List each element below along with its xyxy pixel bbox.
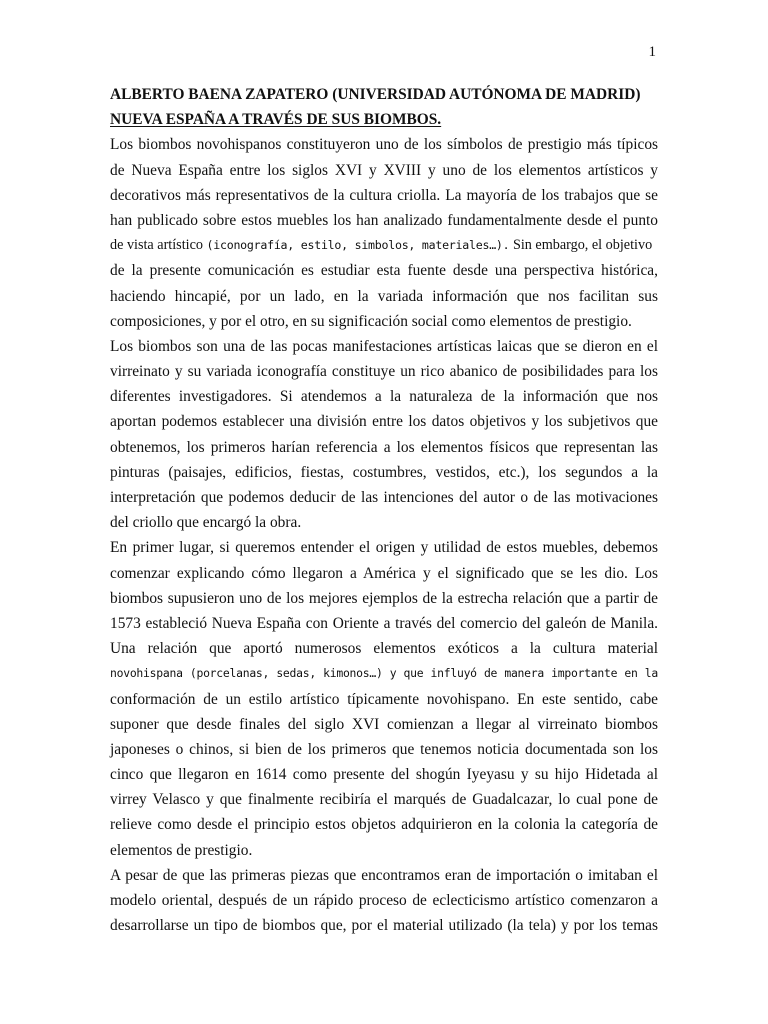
text-line: Una relación que aportó numerosos elementos exóticos a la cultura material xyxy=(110,640,658,658)
text-line: desarrollarse un tipo de biombos que, por el material utilizado (la tela) y por los temas xyxy=(110,917,658,935)
text-line: suponer que desde finales del siglo XVI comienzan a llegar al virreinato biombos xyxy=(110,715,658,733)
text-line: obtenemos, los primeros harían referencia a los elementos físicos que representan las xyxy=(110,438,658,456)
text-line: japoneses o chinos, si bien de los primeros que tenemos noticia documentada son los xyxy=(110,740,658,758)
text-line xyxy=(110,233,658,258)
text-segment: Sin embargo, el objetivo xyxy=(509,237,653,254)
text-line: A pesar de que las primeras piezas que encontramos eran de importación o imitaban el xyxy=(110,866,658,884)
text-line: comenzar explicando cómo llegaron a América y el significado que se les dio. Los xyxy=(110,564,658,582)
handwritten-style-segment: (iconografía, estilo, simbolos, materiales…). xyxy=(206,238,510,253)
text-line: de Nueva España entre los siglos XVI y XVIII y uno de los elementos artísticos y xyxy=(110,161,658,179)
text-line: cinco que llegaron en 1614 como presente del shogún Iyeyasu y su hijo Hidetada al xyxy=(110,766,658,784)
text-line: virrey Velasco y que finalmente recibiría el marqués de Guadalcazar, lo cual pone de xyxy=(110,791,658,809)
text-line: de la presente comunicación es estudiar esta fuente desde una perspectiva histórica, xyxy=(110,262,658,280)
text-line: conformación de un estilo artístico típicamente novohispano. En este sentido, cabe xyxy=(110,690,658,708)
text-line: decorativos más representativos de la cultura criolla. La mayoría de los trabajos que se xyxy=(110,186,658,204)
text-line: relieve como desde el principio estos objetos adquirieron en la colonia la categoría de xyxy=(110,816,658,834)
text-line: 1573 estableció Nueva España con Oriente a través del comercio del galeón de Manila. xyxy=(110,614,658,632)
text-line: diferentes investigadores. Si atendemos a la naturaleza de la información que nos xyxy=(110,388,658,406)
text-segment: de vista artístico xyxy=(110,237,207,254)
paragraph-1 xyxy=(110,132,658,334)
text-line: En primer lugar, si queremos entender el origen y utilidad de estos muebles, debemos xyxy=(110,539,658,557)
text-line: elementos de prestigio. xyxy=(110,841,253,859)
paragraph-2 xyxy=(110,334,658,536)
handwritten-style-line: novohispana (porcelanas, sedas, kimonos…) y que influyó de manera importante en la xyxy=(110,666,658,681)
text-line: aportan podemos establecer una división entre los datos objetivos y los subjetivos que xyxy=(110,413,658,431)
text-line: del criollo que encargó la obra. xyxy=(110,514,302,532)
text-line: modelo oriental, después de un rápido proceso de eclecticismo artístico comenzaron a xyxy=(110,892,658,909)
document-title xyxy=(110,107,658,132)
text-line: biombos supusieron uno de los mejores ejemplos de la estrecha relación que a partir de xyxy=(110,589,658,607)
paragraph-4 xyxy=(110,863,658,939)
text-line: composiciones, y por el otro, en su significación social como elementos de prestigio. xyxy=(110,312,632,330)
text-line: haciendo hincapié, por un lado, en la variada información que nos facilitan sus xyxy=(110,287,658,305)
text-line: han publicado sobre estos muebles los han analizado fundamentalmente desde el punto xyxy=(110,211,658,229)
paragraph-3 xyxy=(110,535,658,862)
text-line: pinturas (paisajes, edificios, fiestas, costumbres, vestidos, etc.), los segundos a la xyxy=(110,463,658,481)
document-body xyxy=(110,82,658,938)
text-line: interpretación que podemos deducir de las intenciones del autor o de las motivaciones xyxy=(110,489,658,506)
document-title-text: NUEVA ESPAÑA A TRAVÉS DE SUS BIOMBOS. xyxy=(110,111,442,129)
text-line: Los biombos novohispanos constituyeron uno de los símbolos de prestigio más típicos xyxy=(110,136,658,154)
page-number: 1 xyxy=(648,44,656,60)
author-affiliation-heading: ALBERTO BAENA ZAPATERO (UNIVERSIDAD AUTÓNOMA DE MADRID) xyxy=(110,86,641,103)
text-line: virreinato y su variada iconografía constituye un rico abanico de posibilidades para los xyxy=(110,363,658,381)
text-line: Los biombos son una de las pocas manifestaciones artísticas laicas que se dieron en el xyxy=(110,337,658,355)
